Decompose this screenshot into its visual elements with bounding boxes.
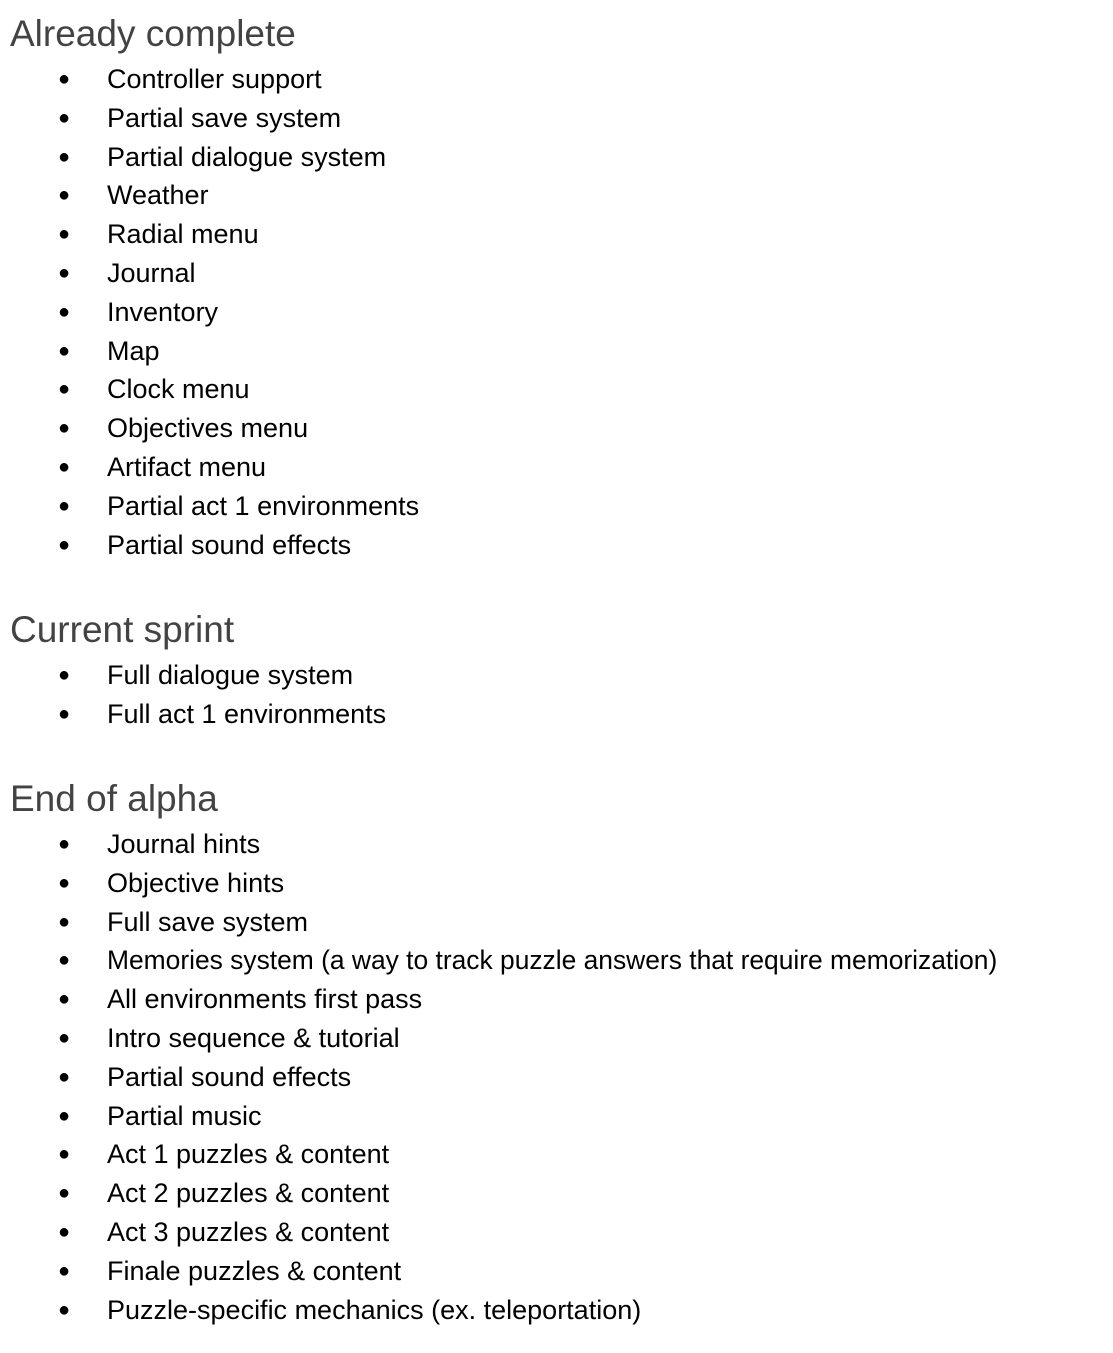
list-item-text: Act 2 puzzles & content xyxy=(107,1178,390,1209)
bullet-icon: ● xyxy=(58,261,71,284)
list-item-text: Partial act 1 environments xyxy=(107,490,420,521)
list-item-text: Partial sound effects xyxy=(107,1061,352,1092)
list-item-text: Finale puzzles & content xyxy=(107,1255,402,1286)
list-item-text: Puzzle-specific mechanics (ex. teleportation) xyxy=(107,1294,642,1325)
bullet-icon: ● xyxy=(58,378,71,401)
bullet-icon: ● xyxy=(58,339,71,362)
list-item-text: Intro sequence & tutorial xyxy=(107,1022,400,1053)
list-item-text: Journal hints xyxy=(107,829,261,859)
list-item-text: Act 1 puzzles & content xyxy=(107,1139,390,1170)
bullet-icon: ● xyxy=(58,949,71,972)
bullet-icon: ● xyxy=(58,664,71,686)
bullet-icon: ● xyxy=(58,145,71,168)
bullet-icon: ● xyxy=(58,1220,71,1243)
list-item-text: Clock menu xyxy=(107,374,250,405)
bullet-icon: ● xyxy=(58,1065,71,1088)
bullet-icon: ● xyxy=(58,184,71,207)
bullet-icon: ● xyxy=(58,702,71,725)
bullet-icon: ● xyxy=(58,988,71,1011)
bullet-icon: ● xyxy=(58,533,71,556)
bullet-icon: ● xyxy=(58,1143,71,1166)
list-item-text: Controller support xyxy=(107,64,322,94)
list-item-text: Full act 1 environments xyxy=(107,698,387,729)
bullet-icon: ● xyxy=(58,1259,71,1282)
bullet-icon: ● xyxy=(58,494,71,517)
bullet-icon: ● xyxy=(58,871,71,894)
bullet-icon: ● xyxy=(58,455,71,478)
list-item-text: Act 3 puzzles & content xyxy=(107,1216,390,1247)
bullet-icon: ● xyxy=(58,1026,71,1049)
list-item-text: Radial menu xyxy=(107,219,259,250)
bullet-icon: ● xyxy=(58,1298,71,1321)
list-item-text: Partial music xyxy=(107,1100,262,1131)
list-item-text: All environments first pass xyxy=(107,984,423,1015)
section-heading: Already complete xyxy=(10,13,296,54)
list-item-text: Partial save system xyxy=(107,102,342,133)
list-item-text: Memories system (a way to track puzzle answers that require memorization) xyxy=(107,945,998,976)
list-item-text: Weather xyxy=(107,180,209,211)
list-item-text: Partial sound effects xyxy=(107,529,352,560)
list-item-text: Map xyxy=(107,335,160,366)
bullet-icon: ● xyxy=(58,1104,71,1127)
list-item-text: Partial dialogue system xyxy=(107,141,387,172)
list-item-text: Artifact menu xyxy=(107,451,267,482)
bullet-icon: ● xyxy=(58,1182,71,1205)
list-item-text: Full save system xyxy=(107,906,309,937)
list-item-text: Full dialogue system xyxy=(107,660,354,690)
bullet-icon: ● xyxy=(58,910,71,933)
section-heading: End of alpha xyxy=(10,778,218,819)
list-item-text: Inventory xyxy=(107,296,219,327)
bullet-icon: ● xyxy=(58,106,71,129)
bullet-icon: ● xyxy=(58,300,71,323)
list-item-text: Objective hints xyxy=(107,867,285,898)
bullet-icon: ● xyxy=(58,417,71,440)
bullet-icon: ● xyxy=(58,223,71,246)
list-item-text: Journal xyxy=(107,257,196,288)
bullet-icon: ● xyxy=(58,833,71,855)
bullet-icon: ● xyxy=(58,68,71,90)
section-heading: Current sprint xyxy=(10,609,235,650)
list-item-text: Objectives menu xyxy=(107,413,309,444)
